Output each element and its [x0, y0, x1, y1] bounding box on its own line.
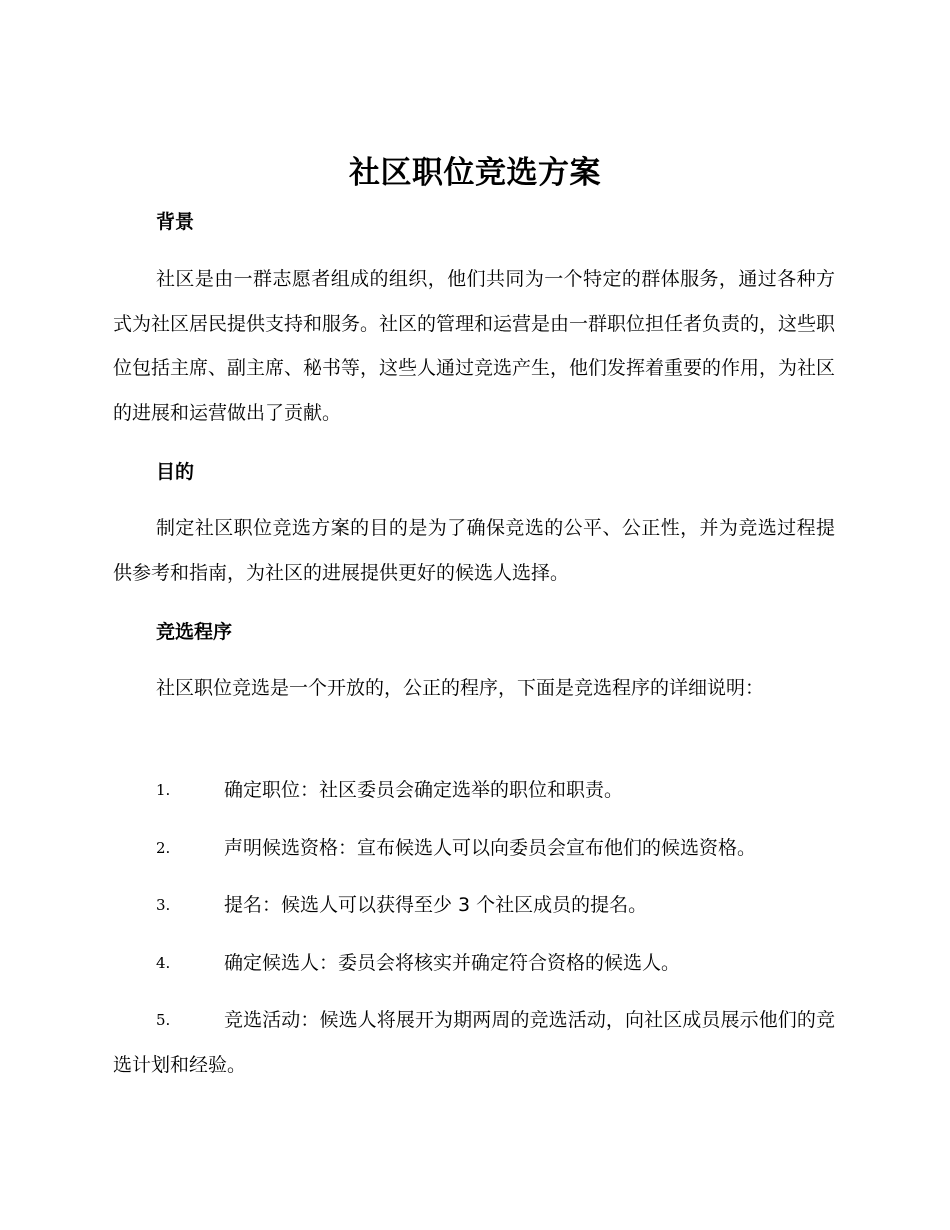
section-heading-purpose: 目的	[156, 461, 195, 483]
step-text: 确定候选人：委员会将核实并确定符合资格的候选人。	[224, 952, 681, 974]
document-title: 社区职位竞选方案	[349, 155, 601, 191]
section-heading-background: 背景	[156, 211, 195, 233]
step-number: 1.	[156, 781, 171, 799]
step-text: 确定职位：社区委员会确定选举的职位和职责。	[224, 779, 624, 801]
procedure-step	[113, 826, 835, 871]
section-paragraph-purpose: 制定社区职位竞选方案的目的是为了确保竞选的公平、公正性，并为竞选过程提供参考和指南，为社区的进展提供更好的候选人选择。	[113, 517, 835, 584]
section-paragraph-procedure: 社区职位竞选是一个开放的，公正的程序，下面是竞选程序的详细说明：	[156, 677, 765, 699]
procedure-step	[113, 941, 835, 986]
step-number: 3.	[156, 896, 171, 914]
procedure-step	[113, 998, 835, 1087]
step-number: 4.	[156, 954, 171, 972]
section-paragraph-background: 社区是由一群志愿者组成的组织，他们共同为一个特定的群体服务，通过各种方式为社区居民提供支持和服务。社区的管理和运营是由一群职位担任者负责的，这些职位包括主席、副主席、秘书等，这些人通过竞选产生，他们发挥着重要的作用，为社区的进展和运营做出了贡献。	[113, 268, 836, 424]
step-text: 声明候选资格：宣布候选人可以向委员会宣布他们的候选资格。	[224, 837, 757, 859]
step-number: 2.	[156, 839, 171, 857]
procedure-step	[113, 883, 835, 928]
step-text: 竞选活动：候选人将展开为期两周的竞选活动，向社区成员展示他们的竞选计划和经验。	[113, 1009, 835, 1076]
step-number: 5.	[156, 1011, 171, 1029]
step-text: 提名：候选人可以获得至少 3 个社区成员的提名。	[224, 894, 648, 916]
procedure-step	[113, 768, 835, 813]
section-heading-procedure: 竞选程序	[156, 621, 233, 643]
